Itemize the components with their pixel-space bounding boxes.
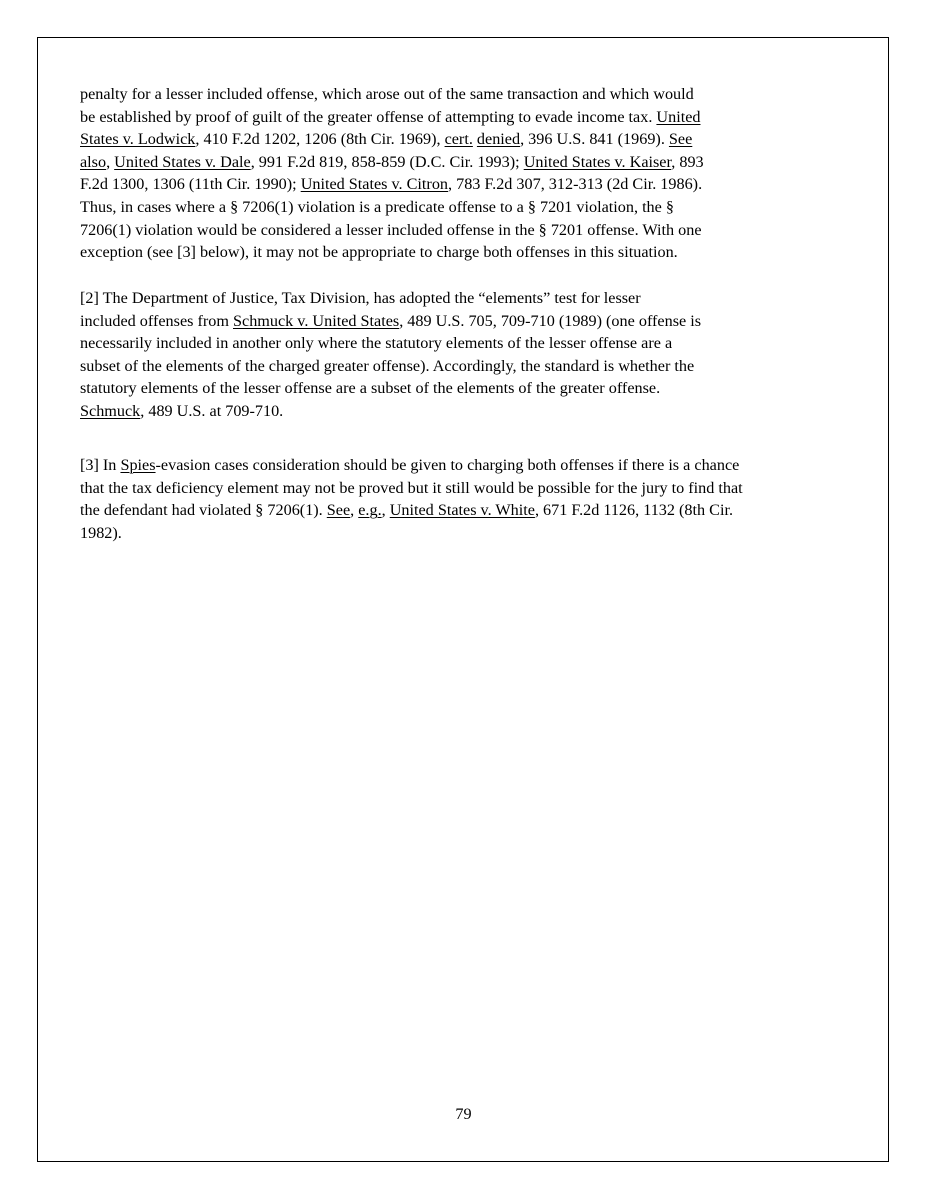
text-segment: , 671 F.2d 1126, 1132 (8th Cir. bbox=[534, 501, 733, 520]
citation: denied bbox=[476, 130, 521, 149]
text-segment: 1982). bbox=[80, 523, 122, 542]
text-segment: , bbox=[381, 501, 390, 520]
citation: Spies bbox=[120, 456, 156, 474]
text-segment: penalty for a lesser included offense, which arose out of the same transaction and which would bbox=[80, 85, 694, 103]
text-segment: , 410 F.2d 1202, 1206 (8th Cir. 1969), bbox=[195, 130, 445, 149]
text-line bbox=[80, 106, 704, 129]
citation: Schmuck bbox=[80, 401, 141, 420]
text-segment: , bbox=[106, 152, 115, 171]
text-segment: , 991 F.2d 819, 858-859 (D.C. Cir. 1993); bbox=[250, 152, 524, 171]
citation: States v. Lodwick bbox=[80, 130, 196, 149]
citation: United States v. White bbox=[389, 501, 535, 520]
text-line bbox=[80, 83, 704, 106]
text-line bbox=[80, 454, 743, 477]
text-line bbox=[80, 287, 701, 310]
text-segment: , 893 bbox=[671, 152, 704, 171]
text-segment: statutory elements of the lesser offense are a subset of the elements of the greater offense. bbox=[80, 379, 661, 398]
text-line bbox=[80, 128, 704, 151]
citation: United States v. Kaiser bbox=[523, 152, 672, 171]
citation: also bbox=[80, 152, 107, 171]
text-segment: be established by proof of guilt of the greater offense of attempting to evade income tax. bbox=[80, 107, 657, 126]
text-segment: included offenses from bbox=[80, 311, 233, 330]
text-segment: , bbox=[350, 501, 359, 520]
text-line bbox=[80, 196, 704, 219]
text-segment: , 489 U.S. at 709-710. bbox=[140, 401, 284, 420]
text-line bbox=[80, 477, 743, 500]
text-segment: [3] In bbox=[80, 456, 121, 474]
text-segment: necessarily included in another only where the statutory elements of the lesser offense are a bbox=[80, 334, 673, 353]
page-number: 79 bbox=[455, 1105, 472, 1123]
text-line bbox=[80, 219, 704, 242]
text-line bbox=[80, 499, 743, 522]
text-line bbox=[80, 400, 701, 423]
citation: United States v. Citron bbox=[300, 175, 449, 194]
text-segment: F.2d 1300, 1306 (11th Cir. 1990); bbox=[80, 175, 301, 194]
citation: United bbox=[656, 107, 701, 126]
citation: Schmuck v. United States bbox=[233, 311, 400, 330]
text-segment: subset of the elements of the charged greater offense). Accordingly, the standard is whether the bbox=[80, 356, 695, 375]
text-line bbox=[80, 377, 701, 400]
text-line bbox=[80, 522, 743, 545]
text-line bbox=[80, 151, 704, 174]
text-segment: the defendant had violated § 7206(1). bbox=[80, 501, 327, 520]
text-segment: that the tax deficiency element may not be proved but it still would be possible for the jury to find that bbox=[80, 478, 743, 497]
text-segment: Thus, in cases where a § 7206(1) violation is a predicate offense to a § 7201 violation, the § bbox=[80, 197, 674, 216]
text-line bbox=[80, 332, 701, 355]
text-segment: [2] The Department of Justice, Tax Division, has adopted the “elements” test for lesser bbox=[80, 289, 641, 307]
text-segment: , 489 U.S. 705, 709-710 (1989) (one offense is bbox=[399, 311, 702, 330]
text-segment: , 783 F.2d 307, 312-313 (2d Cir. 1986). bbox=[448, 175, 703, 194]
paragraph-spies-evasion bbox=[80, 454, 743, 544]
text-line bbox=[80, 241, 704, 264]
citation: e.g. bbox=[358, 501, 382, 520]
text-segment: exception (see [3] below), it may not be appropriate to charge both offenses in this situation. bbox=[80, 243, 678, 262]
citation: cert. bbox=[444, 130, 473, 149]
citation: See bbox=[668, 130, 693, 149]
text-segment: -evasion cases consideration should be given to charging both offenses if there is a chance bbox=[155, 456, 740, 474]
text-line bbox=[80, 310, 701, 333]
text-line bbox=[80, 355, 701, 378]
text-segment: 7206(1) violation would be considered a lesser included offense in the § 7201 offense. With one bbox=[80, 220, 702, 239]
text-segment: , 396 U.S. 841 (1969). bbox=[520, 130, 669, 149]
text-line bbox=[80, 173, 704, 196]
citation: United States v. Dale bbox=[114, 152, 251, 171]
paragraph-lesser-included-offense bbox=[80, 83, 704, 264]
paragraph-elements-test bbox=[80, 287, 701, 423]
citation: See bbox=[326, 501, 351, 520]
